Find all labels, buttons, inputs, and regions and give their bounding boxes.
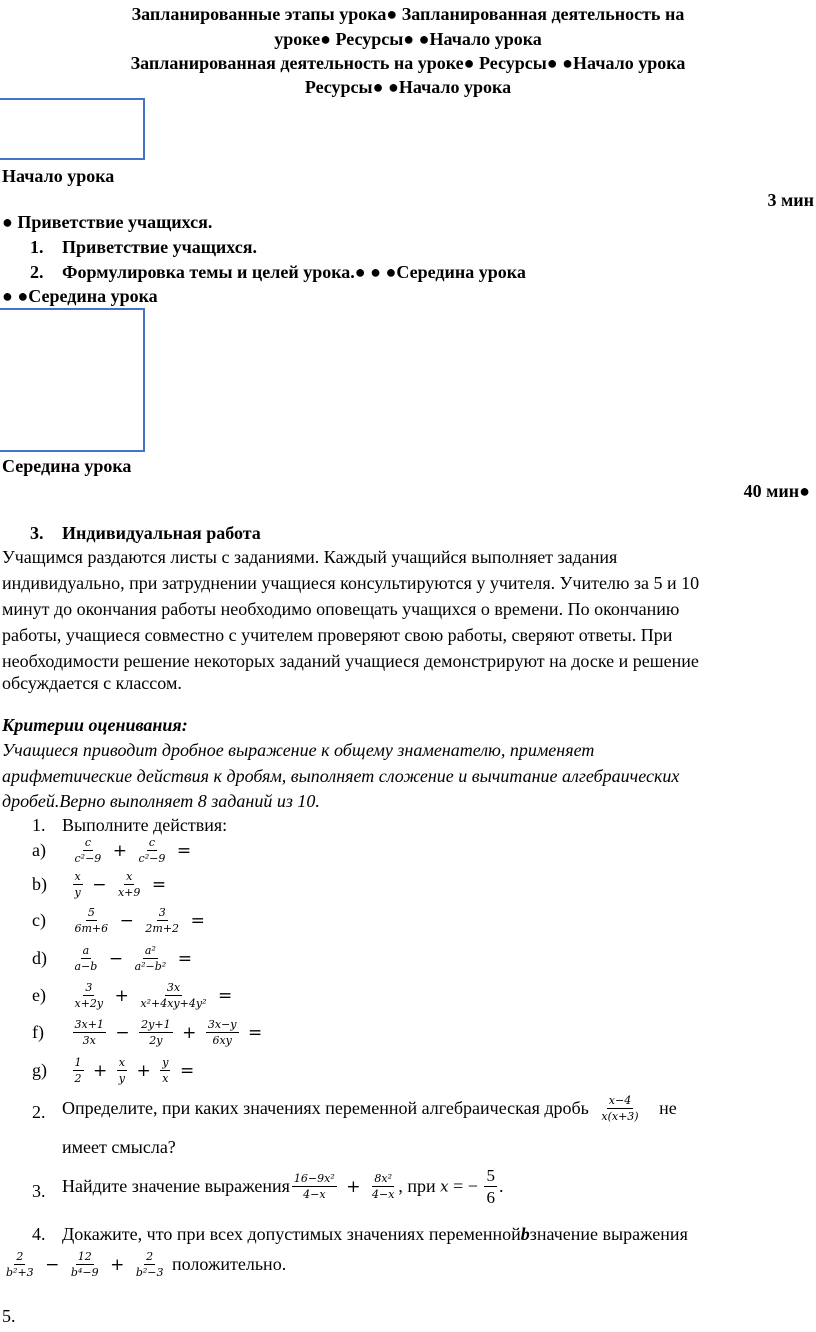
fraction: $\frac{3x}{\text{x²+4xy+4y²}}$ bbox=[140, 981, 207, 1010]
fraction: $\frac{12}{\text{b⁴−9}}$ bbox=[70, 1250, 99, 1279]
task-4-expression: $\frac{2}{\text{b²+3}}$ − $\frac{12}{\text{b⁴−9}}$ + $\frac{2}{\text{b²−3}}$ положительно. bbox=[6, 1250, 287, 1279]
exercise-label: c) bbox=[32, 910, 46, 930]
criteria-line-2: арифметические действия к дробям, выполняет сложение и вычитание алгебраических bbox=[2, 766, 680, 786]
period: . bbox=[498, 1176, 504, 1196]
task-num-2: 2. bbox=[32, 1102, 46, 1122]
task-3-line: Найдите значение выражения $\frac{\text{16−9x²}}{4-x}$ + $\frac{\text{8x²}}{4-x}$ , при x = − $\frac{5}{6}$ . bbox=[62, 1166, 504, 1207]
fraction: $\frac{\text{16−9x²}}{4-x}$ bbox=[293, 1172, 335, 1201]
resource-frame-1 bbox=[0, 98, 145, 160]
fraction: $\frac{3}{x+2y}$ bbox=[74, 981, 104, 1010]
variable-x: x bbox=[440, 1177, 449, 1196]
task-num-5: 5. bbox=[2, 1306, 16, 1326]
fraction: $\frac{2y+1}{2y}$ bbox=[141, 1018, 171, 1047]
paragraph-line-2: индивидуально, при затруднении учащиеся консультируются у учителя. Учителю за 5 и 10 bbox=[2, 573, 700, 593]
section-title-middle: Середина урока bbox=[2, 456, 132, 476]
list-num-2: 2. bbox=[30, 262, 44, 282]
list-item-individual-work: Индивидуальная работа bbox=[62, 523, 261, 543]
fraction: $\frac{c}{\text{c²−9}}$ bbox=[138, 836, 166, 865]
fraction: $\frac{1}{2}$ bbox=[74, 1056, 82, 1085]
task-4-text: Докажите, что при всех допустимых значениях переменной bbox=[62, 1224, 521, 1244]
exercise-label: d) bbox=[32, 948, 47, 968]
header-line-4: Ресурсы● ●Начало урока bbox=[304, 77, 512, 97]
fraction: $\frac{x}{y}$ bbox=[118, 1056, 125, 1085]
section-time-start: 3 мин bbox=[767, 190, 814, 210]
header-line-2: уроке● Ресурсы● ●Начало урока bbox=[274, 29, 542, 49]
exercise-f: f) $\frac{3x+1}{3x}$ − $\frac{2y+1}{2y}$ + $\frac{3x-y}{6xy}$ = bbox=[32, 1018, 263, 1047]
resource-frame-2 bbox=[0, 308, 145, 452]
fraction: $\frac{x}{x+9}$ bbox=[117, 870, 141, 899]
task-3-text: Найдите значение выражения bbox=[62, 1176, 290, 1196]
exercise-label: a) bbox=[32, 840, 46, 860]
task-2-line-2: имеет смысла? bbox=[62, 1137, 176, 1157]
exercise-label: e) bbox=[32, 985, 46, 1005]
task-2-text-end: не bbox=[659, 1098, 677, 1118]
fraction: $\frac{c}{\text{c²−9}}$ bbox=[74, 836, 102, 865]
task-2-text: Определите, при каких значениях переменной алгебраическая дробь bbox=[62, 1098, 589, 1118]
task-3-condition: , при bbox=[398, 1176, 436, 1196]
exercise-label: f) bbox=[32, 1022, 44, 1042]
task-num-1: 1. bbox=[32, 815, 46, 835]
exercise-label: g) bbox=[32, 1060, 47, 1080]
list-num-3: 3. bbox=[30, 523, 44, 543]
list-item-greeting: Приветствие учащихся. bbox=[62, 237, 257, 257]
fraction: $\frac{3x+1}{3x}$ bbox=[74, 1018, 104, 1047]
fraction: $\frac{3x-y}{6xy}$ bbox=[207, 1018, 237, 1047]
list-item-topic: Формулировка темы и целей урока.● ● ●Середина урока bbox=[62, 262, 526, 282]
exercise-g: g) $\frac{1}{2}$ + $\frac{x}{y}$ + $\frac{y}{x}$ = bbox=[32, 1056, 195, 1085]
paragraph-line-5: необходимости решение некоторых заданий учащиеся демонстрируют на доске и решение bbox=[2, 651, 699, 671]
fraction: $\frac{5}{6m+6}$ bbox=[74, 906, 109, 935]
exercise-d: d) $\frac{a}{a-b}$ − $\frac{\text{a²}}{\text{a²−b²}}$ = bbox=[32, 944, 192, 973]
criteria-title: Критерии оценивания: bbox=[2, 715, 188, 735]
task-1-text: Выполните действия: bbox=[62, 815, 228, 835]
task-4-conclusion: положительно. bbox=[172, 1254, 287, 1274]
paragraph-line-1: Учащимся раздаются листы с заданиями. Каждый учащийся выполняет задания bbox=[2, 547, 618, 567]
exercise-e: e) $\frac{3}{x+2y}$ + $\frac{3x}{\text{x²+4xy+4y²}}$ = bbox=[32, 981, 233, 1010]
exercise-c: c) $\frac{5}{6m+6}$ − $\frac{3}{2m+2}$ = bbox=[32, 906, 205, 935]
bullet-middle: ● ●Середина урока bbox=[2, 286, 158, 306]
criteria-line-3: дробей.Верно выполняет 8 заданий из 10. bbox=[2, 791, 320, 811]
paragraph-line-3: минут до окончания работы необходимо оповещать учащихся о времени. По окончанию bbox=[2, 599, 680, 619]
paragraph-line-4: работы, учащиеся совместно с учителем проверяют свою работы, сверяют ответы. При bbox=[2, 625, 673, 645]
task-num-3: 3. bbox=[32, 1181, 46, 1201]
section-title-start: Начало урока bbox=[2, 166, 115, 186]
equals-minus: = − bbox=[453, 1176, 478, 1196]
task-4-text-end: значение выражения bbox=[529, 1224, 688, 1244]
variable-b: b bbox=[520, 1224, 530, 1244]
fraction: $\frac{2}{\text{b²+3}}$ bbox=[6, 1250, 34, 1279]
exercise-label: b) bbox=[32, 874, 47, 894]
fraction: $\frac{\text{a²}}{\text{a²−b²}}$ bbox=[134, 944, 167, 973]
fraction: $\frac{x}{y}$ bbox=[74, 870, 81, 899]
bullet-greeting: ● Приветствие учащихся. bbox=[2, 212, 213, 232]
fraction: $\frac{3}{2m+2}$ bbox=[145, 906, 180, 935]
header-line-1: Запланированные этапы урока● Запланированная деятельность на bbox=[131, 4, 685, 24]
criteria-line-1: Учащиеся приводит дробное выражение к общему знаменателю, применяет bbox=[2, 740, 595, 760]
exercise-a: a) $\frac{c}{\text{c²−9}}$ + $\frac{c}{\text{c²−9}}$ = bbox=[32, 836, 192, 865]
list-num-1: 1. bbox=[30, 237, 44, 257]
fraction: $\frac{a}{a-b}$ bbox=[74, 944, 98, 973]
header-line-3: Запланированная деятельность на уроке● Ресурсы● ●Начало урока bbox=[130, 53, 686, 73]
section-time-middle: 40 мин● bbox=[743, 481, 810, 501]
fraction: $\frac{5}{6}$ bbox=[486, 1166, 495, 1207]
paragraph-line-6: обсуждается с классом. bbox=[2, 673, 182, 693]
task-2-line bbox=[62, 1094, 677, 1123]
task-num-4: 4. bbox=[32, 1224, 46, 1244]
fraction: $\frac{\text{8x²}}{4-x}$ bbox=[371, 1172, 395, 1201]
fraction: $\frac{2}{\text{b²−3}}$ bbox=[135, 1250, 164, 1279]
fraction: $\frac{y}{x}$ bbox=[162, 1056, 169, 1085]
exercise-b: b) $\frac{x}{y}$ − $\frac{x}{x+9}$ = bbox=[32, 870, 167, 899]
task-4-line bbox=[62, 1224, 688, 1245]
fraction: $\frac{x-4}{x(x+3)}$ bbox=[601, 1094, 639, 1123]
